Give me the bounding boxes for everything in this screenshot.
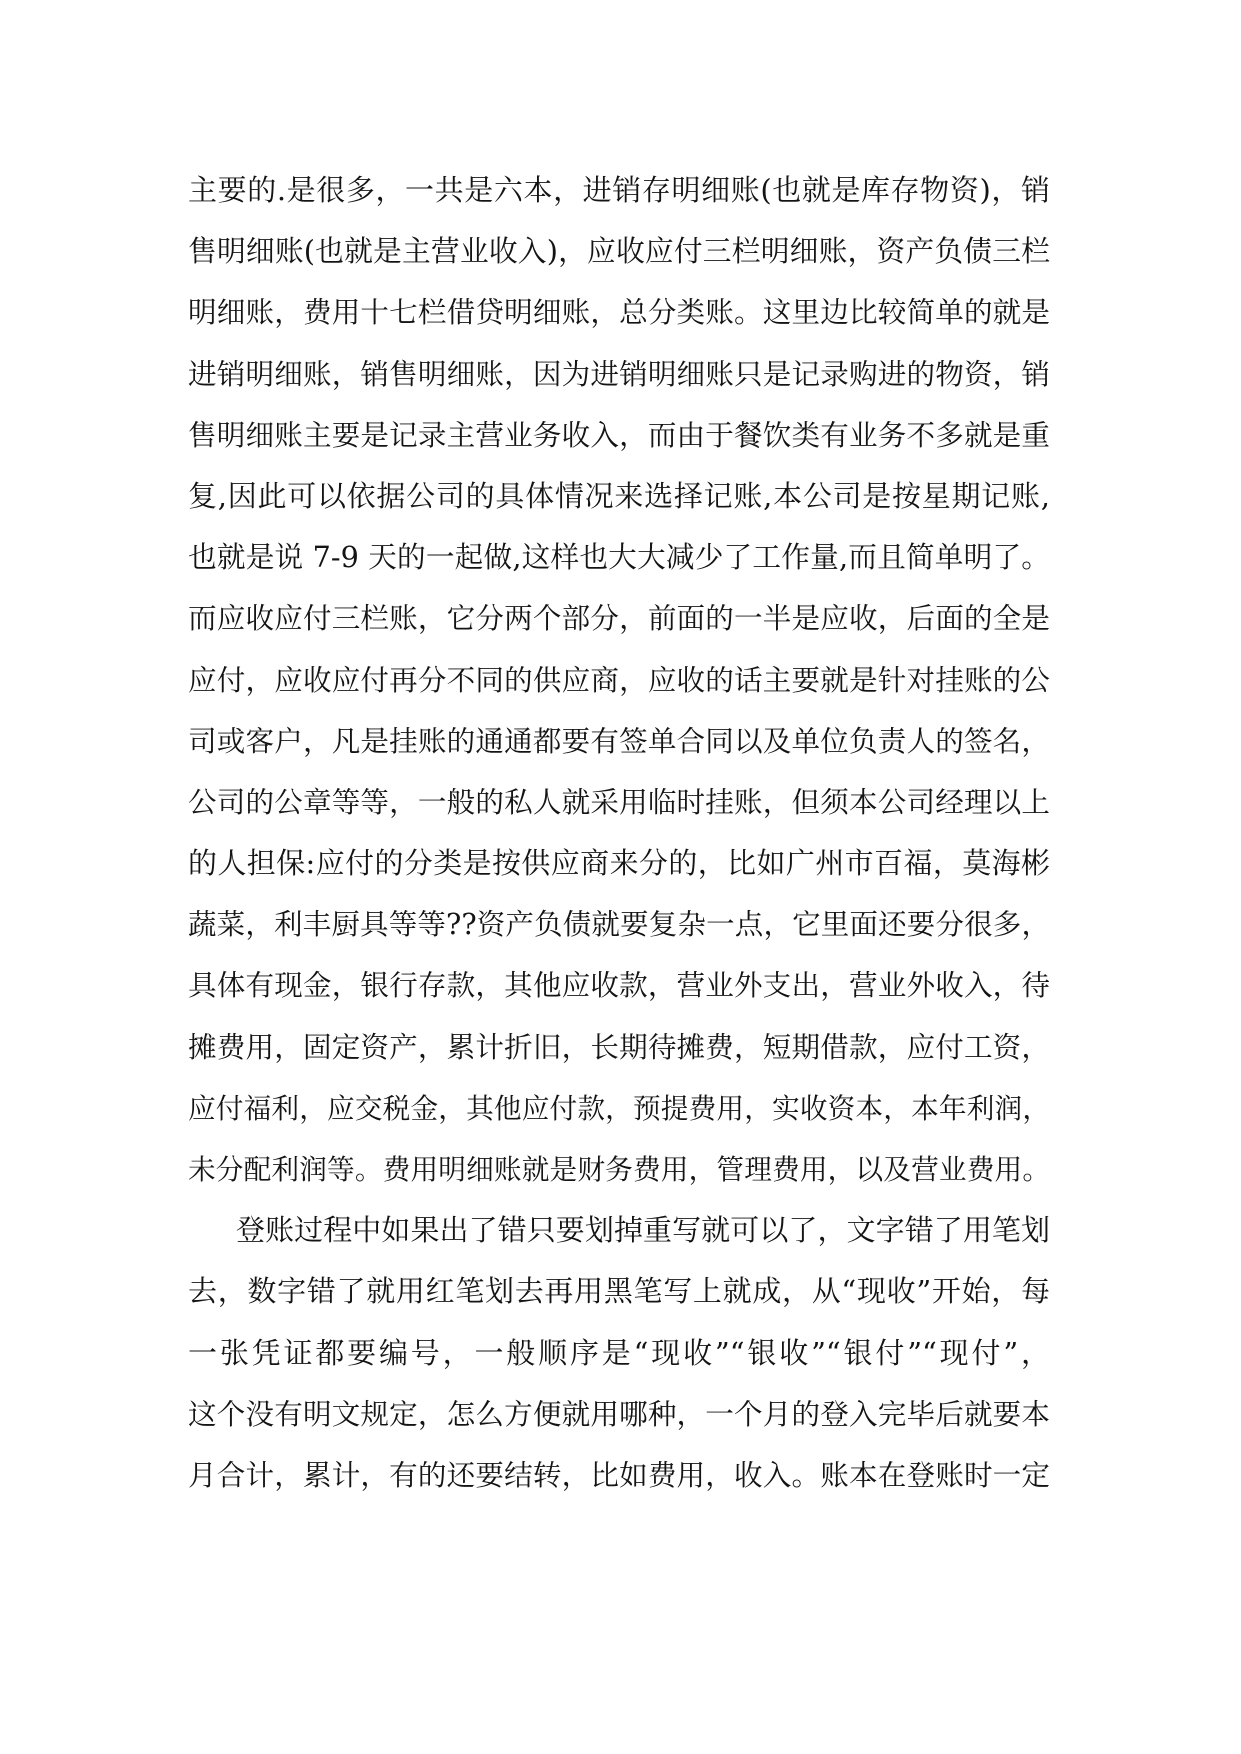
text-line: 公司的公章等等，一般的私人就采用临时挂账，但须本公司经理以上 (188, 784, 1050, 819)
text-line: 而应收应付三栏账，它分两个部分，前面的一半是应收，后面的全是 (188, 601, 1050, 636)
text-line: 复,因此可以依据公司的具体情况来选择记账,本公司是按星期记账, (188, 478, 1050, 513)
text-line: 应付福利，应交税金，其他应付款，预提费用，实收资本，本年利润， (188, 1091, 1050, 1125)
text-line: 的人担保:应付的分类是按供应商来分的，比如广州市百福，莫海彬 (188, 846, 1050, 881)
body-text (188, 160, 1050, 1506)
text-line: 月合计，累计，有的还要结转，比如费用，收入。账本在登账时一定 (188, 1457, 1050, 1492)
text-line: 这个没有明文规定，怎么方便就用哪种，一个月的登入完毕后就要本 (188, 1396, 1050, 1431)
text-line: 司或客户，凡是挂账的通通都要有签单合同以及单位负责人的签名， (188, 723, 1050, 758)
text-line: 明细账，费用十七栏借贷明细账，总分类账。这里边比较简单的就是 (188, 295, 1050, 330)
text-line: 未分配利润等。费用明细账就是财务费用，管理费用，以及营业费用。 (188, 1153, 1050, 1186)
text-line: 应付，应收应付再分不同的供应商，应收的话主要就是针对挂账的公 (188, 662, 1050, 697)
text-line: 去，数字错了就用红笔划去再用黑笔写上就成，从“现收”开始，每 (188, 1274, 1050, 1309)
text-line: 具体有现金，银行存款，其他应收款，营业外支出，营业外收入，待 (188, 968, 1050, 1003)
text-line: 主要的.是很多，一共是六本，进销存明细账(也就是库存物资)，销 (188, 173, 1050, 207)
text-line: 也就是说 7-9 天的一起做,这样也大大减少了工作量,而且简单明了。 (188, 540, 1050, 575)
text-line: 进销明细账，销售明细账，因为进销明细账只是记录购进的物资，销 (188, 356, 1050, 391)
text-line: 售明细账主要是记录主营业务收入，而由于餐饮类有业务不多就是重 (188, 417, 1050, 452)
text-line: 蔬菜，利丰厨具等等??资产负债就要复杂一点，它里面还要分很多， (188, 908, 1050, 942)
text-line: 售明细账(也就是主营业收入)，应收应付三栏明细账，资产负债三栏 (188, 234, 1050, 269)
paragraph-first-line: 登账过程中如果出了错只要划掉重写就可以了，文字错了用笔划 (236, 1213, 1050, 1248)
text-line: 摊费用，固定资产，累计折旧，长期待摊费，短期借款，应付工资， (188, 1029, 1050, 1064)
text-line: 一张凭证都要编号，一般顺序是“现收”“银收”“银付”“现付”， (188, 1335, 1050, 1370)
